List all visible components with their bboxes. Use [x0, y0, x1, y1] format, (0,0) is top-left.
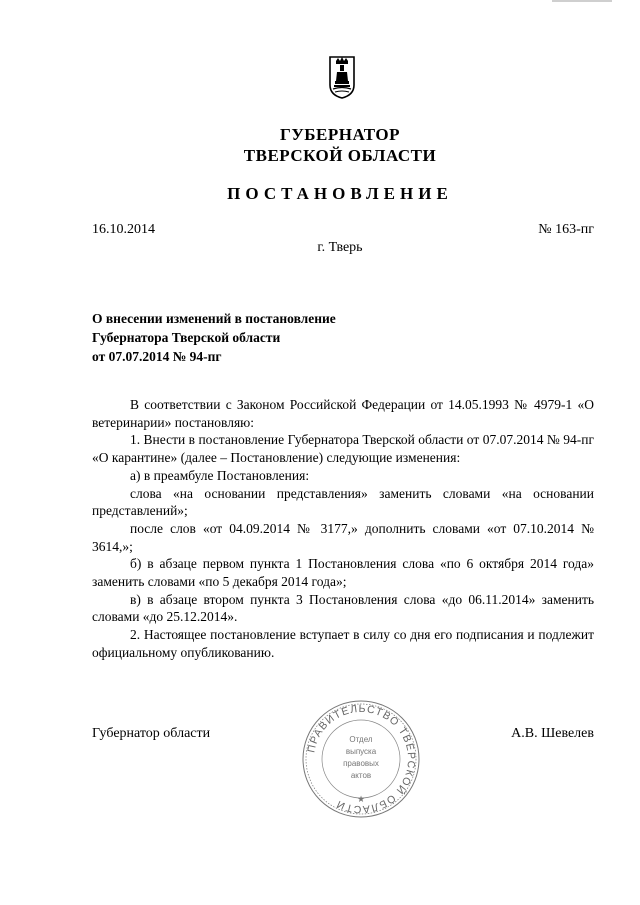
- subject-line: Губернатора Тверской области: [92, 330, 281, 345]
- stamp-center-line: выпуска: [345, 747, 377, 756]
- document-date: 16.10.2014: [92, 222, 155, 237]
- body-paragraph: после слов «от 04.09.2014 № 3177,» дополнить словами «от 07.10.2014 № 3614,»;: [92, 520, 594, 554]
- body-paragraph: б) в абзаце первом пункта 1 Постановления слова «по 6 октября 2014 года» заменить словами «по 5 декабря 2014 года»;: [92, 556, 594, 590]
- stamp-ring-text: ПРАВИТЕЛЬСТВО ТВЕРСКОЙ ОБЛАСТИ: [305, 702, 418, 816]
- issuer-title: ГУБЕРНАТОР: [280, 125, 400, 144]
- document-type: ПОСТАНОВЛЕНИЕ: [227, 184, 453, 203]
- signatory-position: Губернатор области: [92, 726, 211, 741]
- stamp-center-line: Отдел: [349, 735, 373, 744]
- document-body: [92, 396, 594, 662]
- stamp-center-line: правовых: [343, 759, 379, 768]
- body-paragraph: 2. Настоящее постановление вступает в силу со дня его подписания и подлежит официальному опубликованию.: [92, 627, 594, 660]
- subject-line: О внесении изменений в постановление: [92, 311, 336, 326]
- body-paragraph: В соответствии с Законом Российской Федерации от 14.05.1993 № 4979-1 «О ветеринарии» постановляю:: [92, 397, 594, 430]
- body-paragraph: а) в преамбуле Постановления:: [130, 467, 310, 483]
- body-paragraph: слова «на основании представления» заменить словами «на основании представлений»;: [92, 485, 594, 519]
- official-stamp: [300, 698, 422, 820]
- tver-coat-of-arms-icon: [328, 55, 356, 99]
- subject-line: от 07.07.2014 № 94-пг: [92, 349, 222, 364]
- document-city: г. Тверь: [317, 240, 363, 255]
- issuer-region: ТВЕРСКОЙ ОБЛАСТИ: [243, 146, 437, 165]
- document-subject: [92, 309, 336, 366]
- document-number: № 163-пг: [538, 222, 594, 237]
- stamp-star-icon: ★: [356, 794, 366, 804]
- stamp-center-line: актов: [350, 771, 372, 780]
- signatory-name: А.В. Шевелев: [511, 726, 594, 741]
- body-paragraph: 1. Внести в постановление Губернатора Тверской области от 07.07.2014 № 94-пг «О карантине» (далее – Постановление) следующие изменения:: [92, 432, 594, 466]
- body-paragraph: в) в абзаце втором пункта 3 Постановления слова «до 06.11.2014» заменить словами «до 25.12.2014».: [92, 591, 594, 625]
- scan-edge-mark: [552, 0, 612, 2]
